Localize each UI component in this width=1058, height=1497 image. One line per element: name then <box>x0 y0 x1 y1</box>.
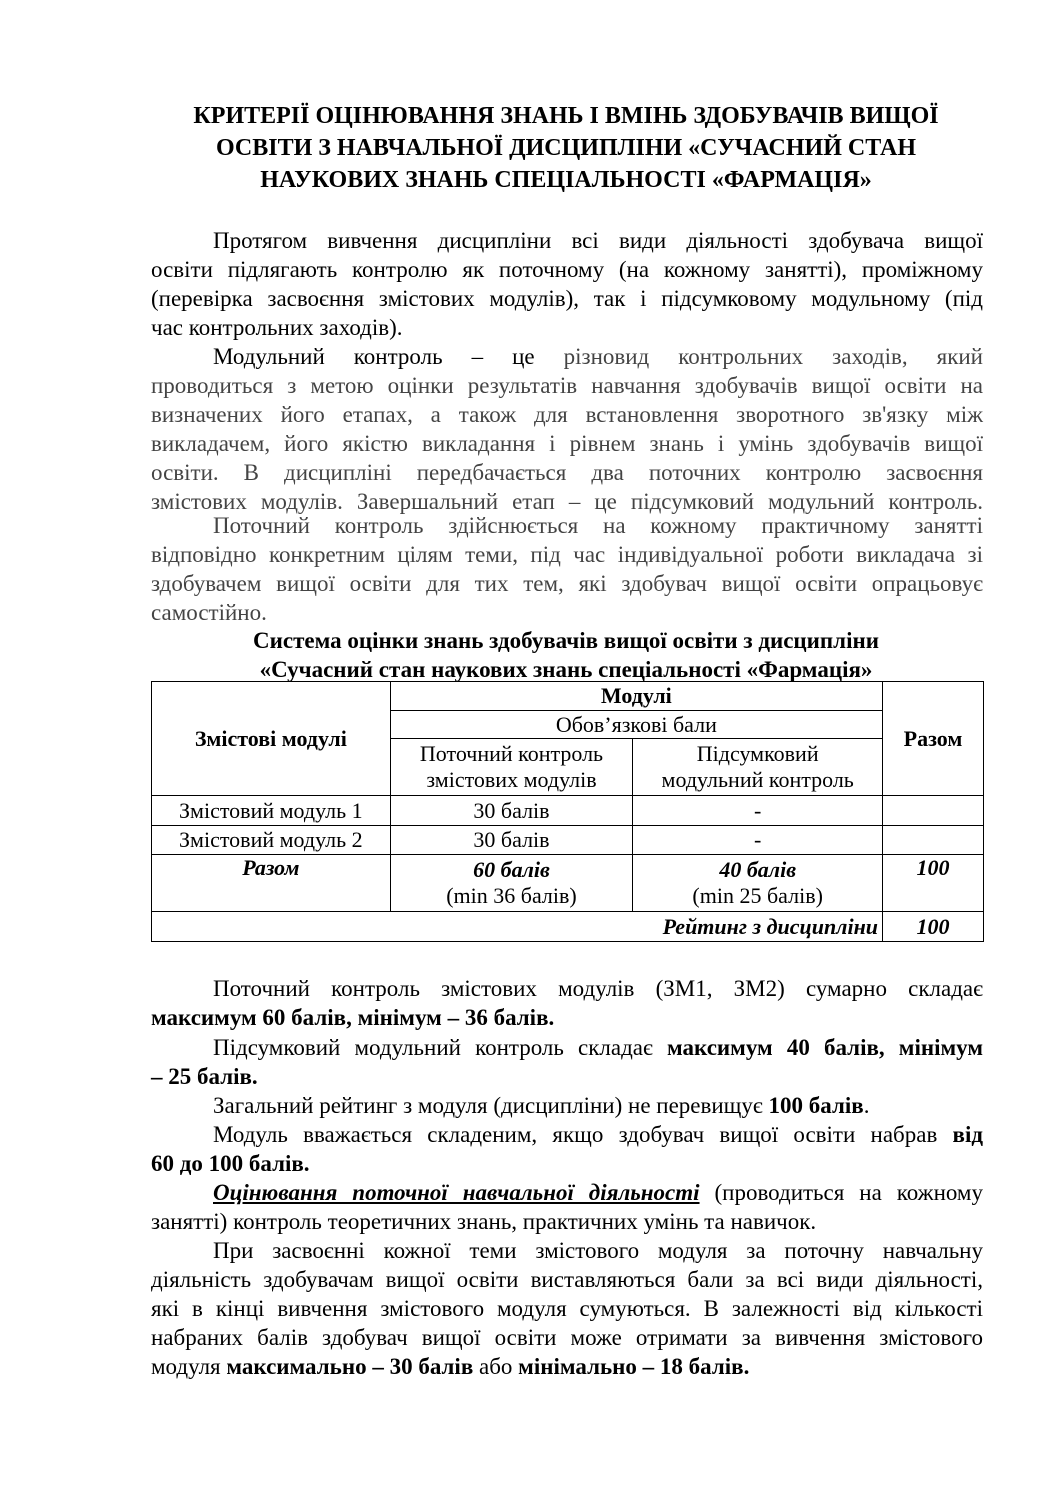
text-line: самостійно. <box>151 600 267 625</box>
after-paragraph-5 <box>151 1178 983 1236</box>
table-row <box>152 796 984 826</box>
text-line: набраних балів здобувач вищої освіти може отримати за вивчення змістового <box>151 1325 983 1350</box>
text-line: освіти. В дисципліні передбачається два поточних контролю засвоєння <box>151 460 983 485</box>
header-final-control: Підсумковий модульний контроль <box>633 739 883 796</box>
document-title <box>150 100 982 196</box>
header-content-modules: Змістові модулі <box>152 682 391 796</box>
cell-final: - <box>633 826 883 855</box>
after-paragraph-1 <box>151 974 983 1032</box>
caption-line: Система оцінки знань здобувачів вищої освіти з дисципліни <box>253 628 879 653</box>
table-caption <box>150 626 982 684</box>
text-line: проводиться з метою оцінки результатів навчання здобувачів вищої освіти на <box>151 373 983 398</box>
cell-rating-label: Рейтинг з дисципліни <box>152 912 883 942</box>
header-current-control: Поточний контроль змістових модулів <box>390 739 633 796</box>
cell-module-name: Змістовий модуль 2 <box>152 826 391 855</box>
text-line: змістових модулів. Завершальний етап – це підсумковий модульний контроль. <box>151 489 983 514</box>
title-line: ОСВІТИ З НАВЧАЛЬНОЇ ДИСЦИПЛІНИ «СУЧАСНИЙ СТАН <box>215 135 917 161</box>
text-line: здобувачем вищої освіти для тих тем, які здобувач вищої освіти опрацьовує <box>151 571 983 596</box>
cell-current: 30 балів <box>390 826 633 855</box>
term-rest: різновид контрольних заходів, який <box>563 344 983 369</box>
after-paragraph-3 <box>151 1091 983 1120</box>
text-line: Поточний контроль здійснюється на кожному практичному занятті <box>213 513 983 538</box>
table-rating-row <box>152 912 984 942</box>
text-line: діяльність здобувачам вищої освіти виставляються бали за всі види діяльності, <box>151 1267 983 1292</box>
text-line: час контрольних заходів). <box>151 315 403 340</box>
after-paragraph-2 <box>151 1033 983 1091</box>
after-paragraph-4 <box>151 1120 983 1178</box>
cell-current: 30 балів <box>390 796 633 826</box>
text-line: – 25 балів. <box>151 1064 258 1089</box>
title-line: НАУКОВИХ ЗНАНЬ СПЕЦІАЛЬНОСТІ «ФАРМАЦІЯ» <box>260 167 872 193</box>
intro-paragraph-3 <box>151 511 983 627</box>
text-line: освіти підлягають контролю як поточному (на кожному занятті), проміжному <box>151 257 983 282</box>
cell-final: - <box>633 796 883 826</box>
text-line: відповідно конкретним цілям теми, під час індивідуальної роботи викладача зі <box>151 542 983 567</box>
after-paragraph-6 <box>151 1236 983 1381</box>
cell-total <box>883 796 984 826</box>
table-sum-row <box>152 855 984 912</box>
cell-sum-label: Разом <box>152 855 391 912</box>
cell-total <box>883 826 984 855</box>
table-header-row <box>152 682 984 711</box>
cell-rating-value: 100 <box>883 912 984 942</box>
cell-sum-total: 100 <box>883 855 984 912</box>
caption-line: «Сучасний стан наукових знань спеціальності «Фармація» <box>259 657 873 682</box>
header-total: Разом <box>883 682 984 796</box>
text-line: викладачем, його якістю викладання і рівнем знань і умінь здобувачів вищої <box>151 431 983 456</box>
header-modules: Модулі <box>390 682 882 711</box>
text-line: Модуль вважається складеним, якщо здобувач вищої освіти набрав від <box>213 1122 983 1147</box>
text-line: 60 до 100 балів. <box>151 1151 310 1176</box>
text-line: визначених його етапах, а також для встановлення зворотного зв'язку між <box>151 402 983 427</box>
table-row <box>152 826 984 855</box>
text-line: Загальний рейтинг з модуля (дисципліни) не перевищує 100 балів. <box>213 1093 870 1118</box>
header-mandatory-points: Обов’язкові бали <box>390 711 882 739</box>
text-line <box>151 342 983 371</box>
intro-paragraph-2 <box>151 342 983 516</box>
text-line: модуля максимально – 30 балів або мінімально – 18 балів. <box>151 1354 750 1379</box>
text-line: максимум 60 балів, мінімум – 36 балів. <box>151 1005 555 1030</box>
title-line: КРИТЕРІЇ ОЦІНЮВАННЯ ЗНАНЬ І ВМІНЬ ЗДОБУВАЧІВ ВИЩОЇ <box>193 103 939 129</box>
text-line: Підсумковий модульний контроль складає максимум 40 балів, мінімум <box>213 1035 984 1060</box>
text-line: занятті) контроль теоретичних знань, практичних умінь та навичок. <box>151 1209 817 1234</box>
cell-sum-current: 60 балів (min 36 балів) <box>390 855 633 912</box>
text-line: При засвоєнні кожної теми змістового модуля за поточну навчальну <box>213 1238 983 1263</box>
text-line: Оцінювання поточної навчальної діяльності (проводиться на кожному <box>213 1180 983 1205</box>
term-lead: Модульний контроль – це <box>213 344 535 369</box>
cell-sum-final: 40 балів (min 25 балів) <box>633 855 883 912</box>
text-line: які в кінці вивчення змістового модуля сумуються. В залежності від кількості <box>151 1296 983 1321</box>
text-line: Протягом вивчення дисципліни всі види діяльності здобувача вищої <box>213 228 983 253</box>
text-line: Поточний контроль змістових модулів (ЗМ1, ЗМ2) сумарно складає <box>213 976 983 1001</box>
cell-module-name: Змістовий модуль 1 <box>152 796 391 826</box>
grading-table <box>151 681 984 942</box>
intro-paragraph-1 <box>151 226 983 342</box>
text-line: (перевірка засвоєння змістових модулів), так і підсумковому модульному (під <box>151 286 983 311</box>
